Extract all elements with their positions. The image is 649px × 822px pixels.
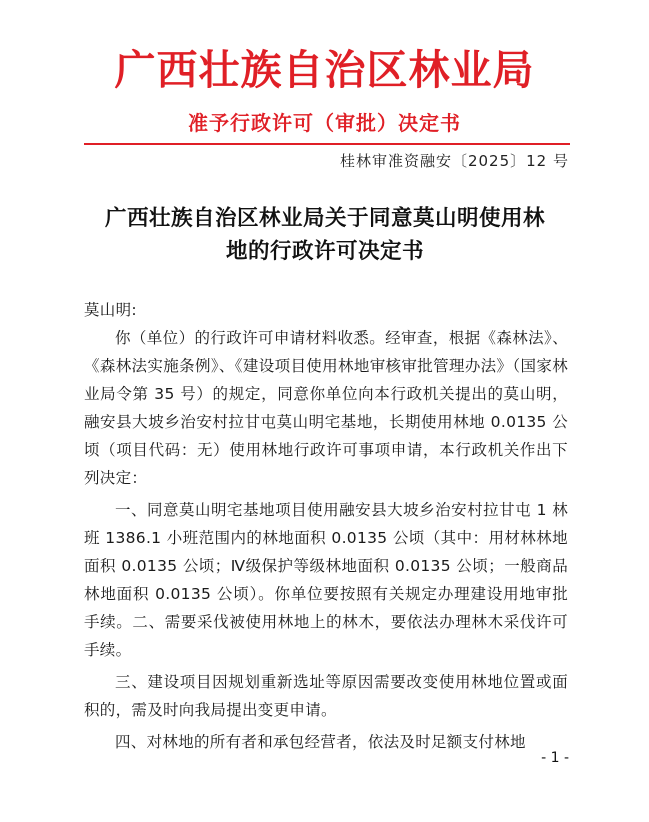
red-divider-line [84, 143, 570, 145]
page-number: - 1 - [541, 750, 569, 766]
agency-masthead: 广西壮族自治区林业局 [114, 46, 535, 94]
salutation: 莫山明: [84, 301, 137, 319]
document-title-line-2: 地的行政许可决定书 [225, 239, 424, 264]
paragraph-decision-1-2: 一、同意莫山明宅基地项目使用融安县大坡乡治安村拉甘屯 1 林班 1386.1 小班范围内的林地面积 0.0135 公顷（其中：用材林林地面积 0.0135 公顷；Ⅳ级保护等级林地面积 0.0135 公顷；一般商品林地面积 0.0135 公顷）。你单位要按照有关规定办理建设用地审批手续。二、需要采伐被使用林地上的林木，要依法办理林木采伐许可手续。 [84, 501, 568, 659]
paragraph-application-review: 你（单位）的行政许可申请材料收悉。经审查，根据《森林法》、《森林法实施条例》、《建设项目使用林地审核审批管理办法》（国家林业局令第 35 号）的规定，同意你单位向本行政机关提出的莫山明，融安县大坡乡治安村拉甘屯莫山明宅基地，长期使用林地 0.0135 公顷（项目代码：无）使用林地行政许可事项申请，本行政机关作出下列决定： [84, 329, 568, 487]
document-type-heading: 准予行政许可（审批）决定书 [188, 111, 461, 135]
paragraph-decision-3: 三、建设项目因规划重新选址等原因需要改变使用林地位置或面积的，需及时向我局提出变更申请。 [84, 673, 568, 719]
paragraph-decision-4: 四、对林地的所有者和承包经营者，依法及时足额支付林地 [115, 733, 526, 751]
document-number: 桂林审准资融安〔2025〕12 号 [339, 152, 569, 170]
document-body [84, 296, 568, 756]
document-title-line-1: 广西壮族自治区林业局关于同意莫山明使用林 [104, 206, 545, 231]
document-title [82, 202, 568, 268]
